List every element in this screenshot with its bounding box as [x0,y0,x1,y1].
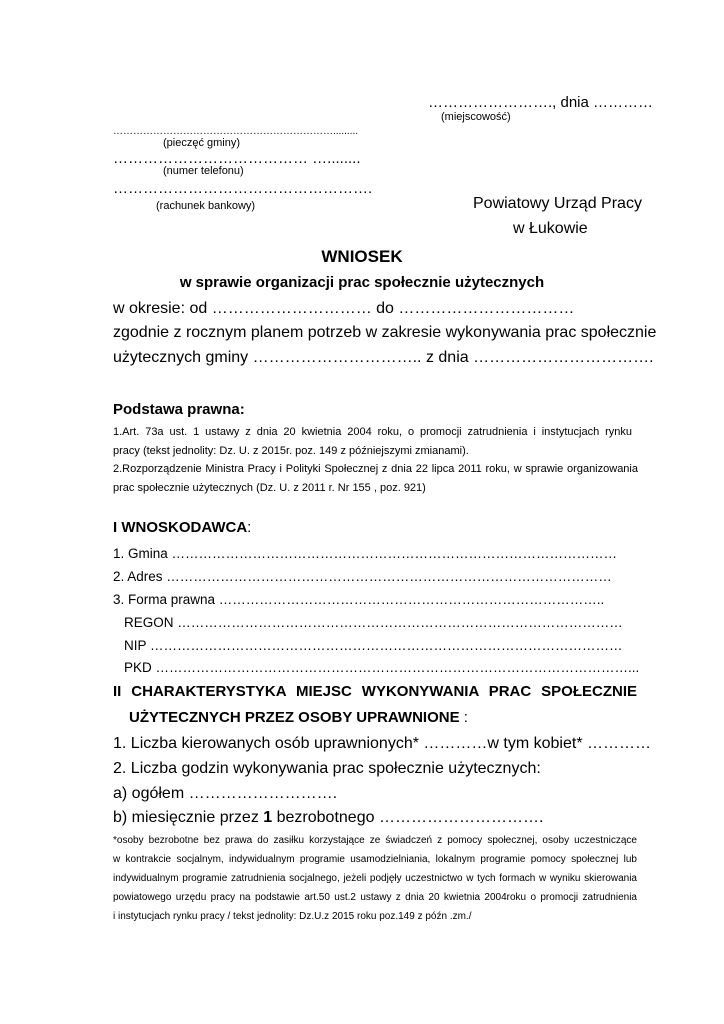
field-gmina: 1. Gmina ……………………………………………………………………………………… [113,546,618,561]
item-persons-count: 1. Liczba kierowanych osób uprawnionych* …………w tym kobiet* ………… [113,735,651,752]
footnote-line-1: *osoby bezrobotne bez prawa do zasiłku korzystające ze świadczeń z pomocy społecznej, osoby uczestniczące [113,835,637,846]
legal-basis-heading: Podstawa prawna: [113,401,245,418]
section-2-heading-line1: II CHARAKTERYSTYKA MIEJSC WYKONYWANIA PRAC SPOŁECZNIE [113,683,637,700]
account-line: ……………………………………………. [113,180,373,197]
footnote-line-5: i instytucjach rynku pracy / tekst jednolity: Dz.U.z 2015 roku poz.149 z późn .zm./ [113,911,472,922]
place-date-line: ……………………., dnia ………… [428,94,654,111]
legal-basis-1a: 1.Art. 73a ust. 1 ustawy z dnia 20 kwietnia 2004 roku, o promocji zatrudnienia i instytucjach rynku [113,426,632,438]
phone-line: ………………………………… …........ [113,150,361,167]
place-caption: (miejscowość) [441,111,511,123]
item-hours-heading: 2. Liczba godzin wykonywania prac społecznie użytecznych: [113,760,541,777]
phone-caption: (numer telefonu) [163,165,244,177]
stamp-caption: (pieczęć gminy) [163,137,241,149]
document-title: WNIOSEK [321,247,403,266]
footnote-line-2: w kontrakcie socjalnym, indywidualnym programie usamodzielniania, lokalnym programie pomocy społecznej lub [113,854,637,865]
item-hours-total: a) ogółem ………………………. [113,785,338,802]
document-subtitle: w sprawie organizacji prac społecznie użytecznych [179,274,545,291]
legal-basis-1b: pracy (tekst jednolity: Dz. U. z 2015r. poz. 149 z późniejszymi zmianami). [113,445,469,457]
legal-basis-2b: prac społecznie użytecznych (Dz. U. z 2011 r. Nr 155 , poz. 921) [113,482,426,494]
period-line: w okresie: od ………………………… do …………………………… [113,300,575,317]
field-forma-prawna: 3. Forma prawna ………………………………………………………………………….. [113,592,605,607]
section-1-heading: I WNOSKODAWCA: [113,519,252,536]
plan-line: zgodnie z rocznym planem potrzeb w zakresie wykonywania prac społecznie [113,324,657,341]
account-caption: (rachunek bankowy) [156,200,256,212]
field-pkd: PKD ……………………………………………………………………………………………... [124,660,640,675]
footnote-line-4: powiatowego urzędu pracy na podstawie art.50 ust.2 ustawy z dnia 20 kwietnia 2004roku o promocji zatrudnienia [113,892,637,903]
recipient-name: Powiatowy Urząd Pracy [473,195,642,212]
plan-date-line: użytecznych gminy ………………………….. z dnia ……………………………. [113,349,654,366]
footnote-line-3: indywidualnym programie zatrudnienia socjalnego, jeżeli podjęły uczestnictwo w tych formach w wyniku skierowania [113,873,637,884]
field-nip: NIP …………………………………………………………………………………………… [124,638,623,653]
legal-basis-2a: 2.Rozporządzenie Ministra Pracy i Polityki Społecznej z dnia 22 lipca 2011 roku, w sprawie organizowania [113,463,638,475]
stamp-line: …………………………………………………………......... [113,126,359,137]
field-regon: REGON ……………………………………………………………………………………… [124,615,623,630]
section-2-heading-line2: UŻYTECZNYCH PRZEZ OSOBY UPRAWNIONE : [129,709,468,726]
recipient-city: w Łukowie [513,220,588,237]
item-hours-monthly: b) miesięcznie przez 1 bezrobotnego …………………………. [113,809,544,826]
field-adres: 2. Adres ……………………………………………………………………………………… [113,569,612,584]
